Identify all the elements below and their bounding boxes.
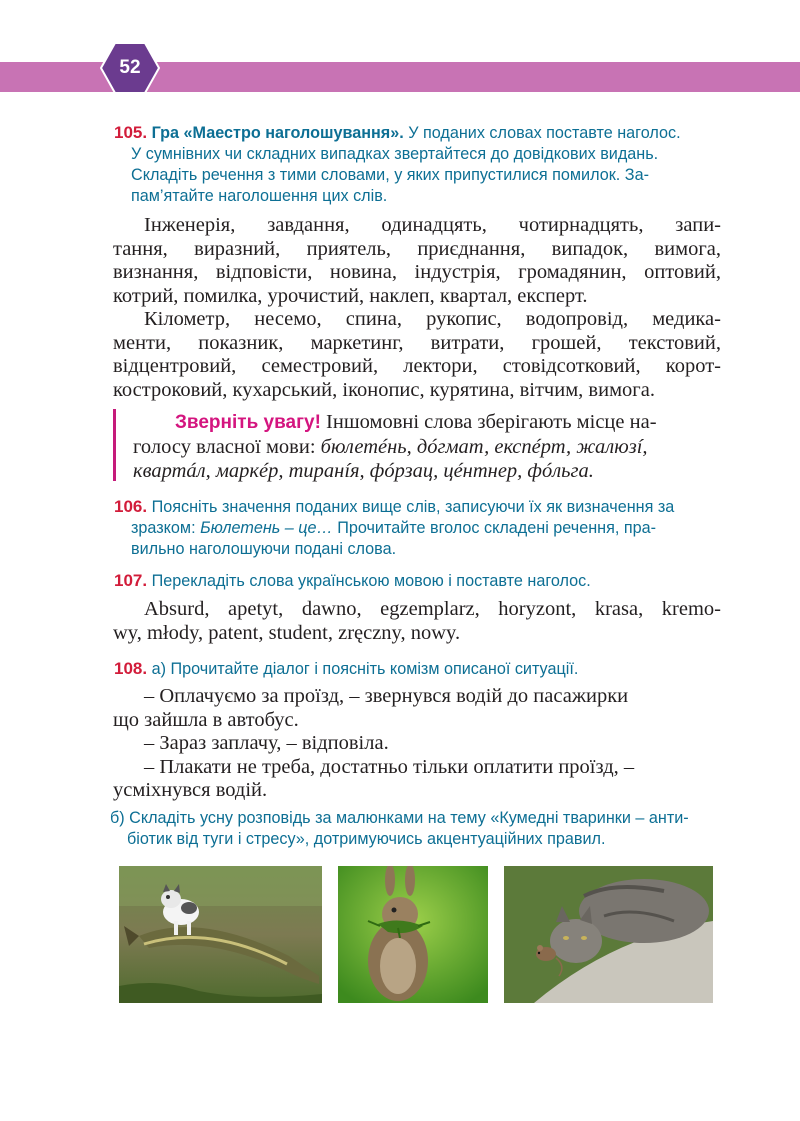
dialog-line: усміхнувся водій. <box>113 779 268 801</box>
word-list-1 <box>113 214 721 308</box>
dialog-line: – Плакати не треба, достатньо тільки оплатити проїзд, – <box>144 755 635 778</box>
task-title: Гра «Маестро наголошування». <box>151 124 404 142</box>
text-line: визнання, відповісти, новина, індустрія, громадянин, оптовий, <box>113 261 721 283</box>
text-line: менти, показник, маркетинг, витрати, грошей, текстовий, <box>113 331 721 354</box>
task-text: вильно наголошуючи подані слова. <box>131 540 397 558</box>
task-number: 108. <box>114 659 148 678</box>
polish-word-list <box>113 598 721 645</box>
note-examples: квартáл, маркéр, тиранíя, фóрзац, цéнтнер, фóльга. <box>133 460 594 482</box>
task-text: зразком: <box>131 519 196 537</box>
text-line: Absurd, apetyt, dawno, egzemplarz, horyzont, krasa, kremo- <box>144 598 721 620</box>
page-number: 52 <box>119 57 141 78</box>
attention-note <box>113 409 731 481</box>
task-number: 106. <box>114 497 148 516</box>
task-text: біотик від туги і стресу», дотримуючись акцентуаційних правил. <box>127 830 606 848</box>
task-text: б) Складіть усну розповідь за малюнками на тему «Кумедні тваринки – анти- <box>110 809 689 827</box>
task-text: Поясніть значення поданих вище слів, записуючи їх як визначення за <box>151 498 675 516</box>
task-107 <box>114 570 734 592</box>
page-number-badge <box>100 42 160 94</box>
task-text: пам’ятайте наголошення цих слів. <box>131 187 388 205</box>
task-105 <box>114 122 734 207</box>
word-list-2 <box>113 308 721 402</box>
text-line: Інженерія, завдання, одинадцять, чотирнадцять, запи- <box>144 214 721 236</box>
task-text: Прочитайте вголос складені речення, пра- <box>337 519 656 537</box>
note-heading: Зверніть увагу! <box>175 412 321 433</box>
dialog-line: – Оплачуємо за проїзд, – звернувся водій до пасажирки <box>144 685 629 707</box>
task-106 <box>114 496 734 560</box>
note-examples: бюлетéнь, дóгмат, експéрт, жалюзí, <box>320 436 648 458</box>
task-108 <box>114 658 734 680</box>
text-line: котрий, помилка, урочистий, наклеп, квартал, експерт. <box>113 284 588 307</box>
task-number: 105. <box>114 123 148 142</box>
task-text: а) Прочитайте діалог і поясніть комізм описаної ситуації. <box>151 660 579 678</box>
cat-with-mouse-image <box>504 866 713 1003</box>
task-text: У сумнівних чи складних випадках звертайтеся до довідкових видань. <box>131 145 659 163</box>
text-line: Кілометр, несемо, спина, рукопис, водопровід, медика- <box>144 308 721 330</box>
task-108-part-b <box>110 808 730 850</box>
task-text: Перекладіть слова українською мовою і поставте наголос. <box>151 572 591 590</box>
text-line: відцентровий, семестровий, лектори, стовідсотковий, корот- <box>113 355 721 377</box>
task-text: У поданих словах поставте наголос. <box>408 124 681 142</box>
task-text: Складіть речення з тими словами, у яких припустилися помилок. За- <box>131 166 649 184</box>
example-phrase: Бюлетень – це… <box>200 519 333 537</box>
text-line: костроковий, кухарський, іконопис, курятина, вітчим, вимога. <box>113 378 655 401</box>
task-number: 107. <box>114 571 148 590</box>
note-text: Іншомовні слова зберігають місце на- <box>326 411 657 433</box>
text-line: тання, виразний, приятель, приєднання, випадок, вимога, <box>113 237 721 260</box>
dialog-line: – Зараз заплачу, – відповіла. <box>144 732 389 754</box>
note-text: голосу власної мови: <box>133 436 316 458</box>
dialog-line: що зайшла в автобус. <box>113 708 299 731</box>
dialog-text <box>113 685 725 803</box>
kitten-on-pike-fish-image <box>119 866 322 1003</box>
text-line: wy, młody, patent, student, zręczny, nowy. <box>113 621 461 644</box>
rabbit-eating-grass-image <box>338 866 488 1003</box>
